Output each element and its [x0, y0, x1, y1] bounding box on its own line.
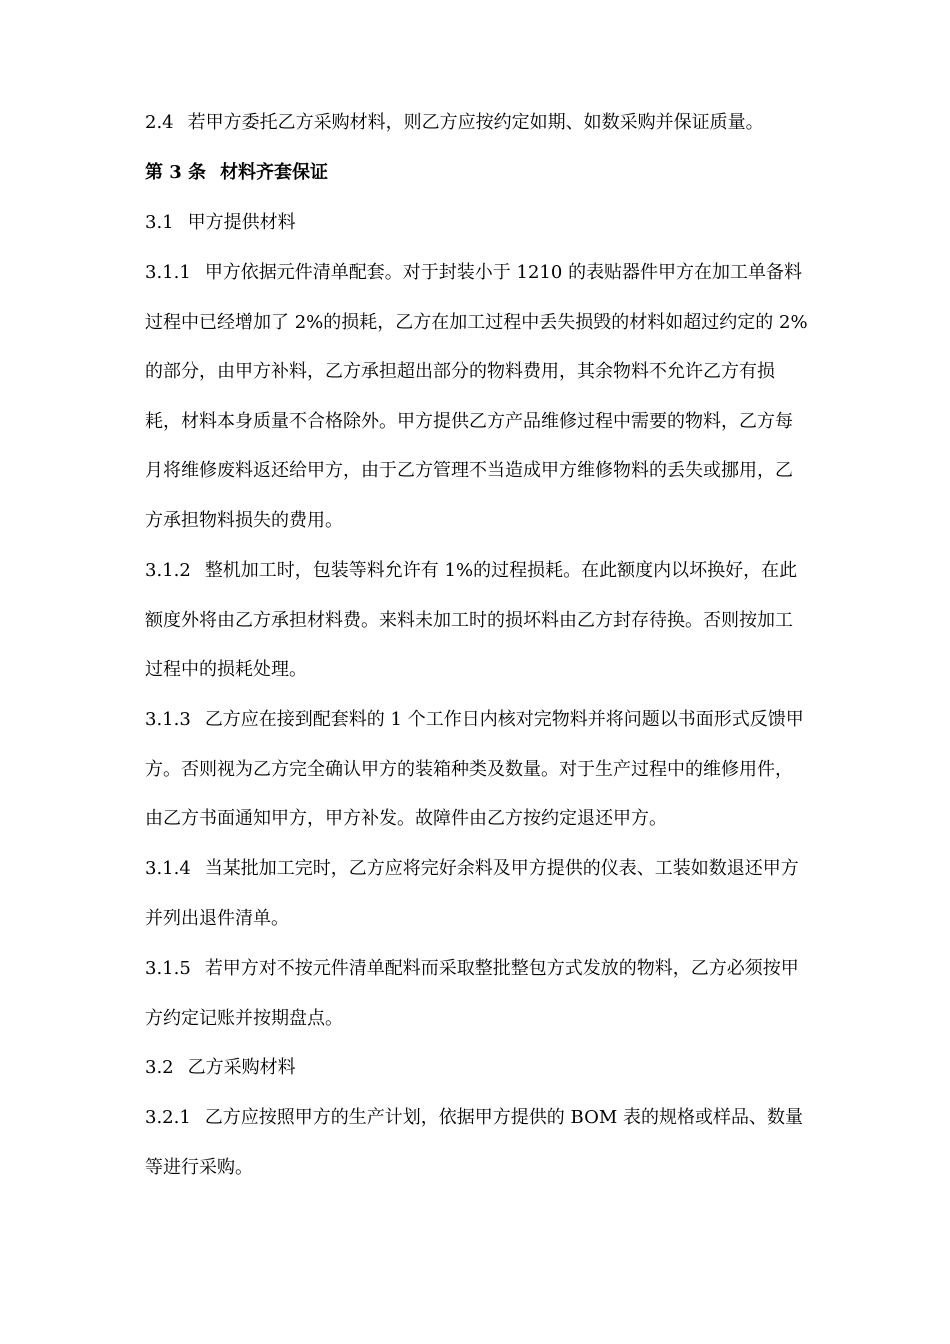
clause-number: 2.4: [145, 112, 174, 133]
clause-text: 当某批加工完时，乙方应将完好余料及甲方提供的仪表、工装如数退还甲方并列出退件清单。: [145, 858, 799, 929]
clause-3-1-5: [145, 944, 810, 1043]
clause-text: 整机加工时，包装等料允许有 1%的过程损耗。在此额度内以坏换好，在此额度外将由乙方承担材料费。来料未加工时的损坏料由乙方封存待换。否则按加工过程中的损耗处理。: [145, 560, 798, 680]
article-number: 第 3 条: [145, 162, 207, 183]
clause-text: 若甲方委托乙方采购材料，则乙方应按约定如期、如数采购并保证质量。: [187, 112, 764, 133]
clause-2-4: [145, 98, 810, 148]
clause-3-1-4: [145, 844, 810, 943]
clause-3-2: [145, 1043, 810, 1093]
clause-number: 3.1.5: [145, 958, 191, 979]
clause-number: 3.1.4: [145, 858, 191, 879]
clause-text: 乙方应按照甲方的生产计划，依据甲方提供的 BOM 表的规格或样品、数量等进行采购。: [145, 1107, 804, 1178]
clause-text: 乙方应在接到配套料的 1 个工作日内核对完物料并将问题以书面形式反馈甲方。否则视为乙方完全确认甲方的装箱种类及数量。对于生产过程中的维修用件，由乙方书面通知甲方，甲方补发。故障件由乙方按约定退还甲方。: [145, 709, 804, 829]
clause-number: 3.1.3: [145, 709, 191, 730]
article-title: 材料齐套保证: [220, 162, 329, 183]
clause-3-1-2: [145, 546, 810, 695]
clause-number: 3.1.1: [145, 262, 191, 283]
article-3-heading: [145, 148, 810, 198]
clause-3-1-1: [145, 248, 810, 545]
clause-text: 若甲方对不按元件清单配料而采取整批整包方式发放的物料，乙方必须按甲方约定记账并按期盘点。: [145, 958, 799, 1029]
clause-3-2-1: [145, 1093, 810, 1192]
clause-text: 乙方采购材料: [187, 1057, 296, 1078]
clause-number: 3.1: [145, 212, 174, 233]
clause-number: 3.1.2: [145, 560, 191, 581]
clause-number: 3.2: [145, 1057, 174, 1078]
clause-text: 甲方依据元件清单配套。对于封装小于 1210 的表贴器件甲方在加工单备料过程中已经增加了 2%的损耗，乙方在加工过程中丢失损毁的材料如超过约定的 2%的部分，由甲方补料，乙方承担超出部分的物料费用，其余物料不允许乙方有损耗，材料本身质量不合格除外。甲方提供乙方产品维修过程中需要的物料，乙方每月将维修废料返还给甲方，由于乙方管理不当造成甲方维修物料的丢失或挪用，乙方承担物料损失的费用。: [145, 262, 808, 531]
clause-3-1-3: [145, 695, 810, 844]
clause-3-1: [145, 198, 810, 248]
clause-text: 甲方提供材料: [187, 212, 296, 233]
clause-number: 3.2.1: [145, 1107, 191, 1128]
